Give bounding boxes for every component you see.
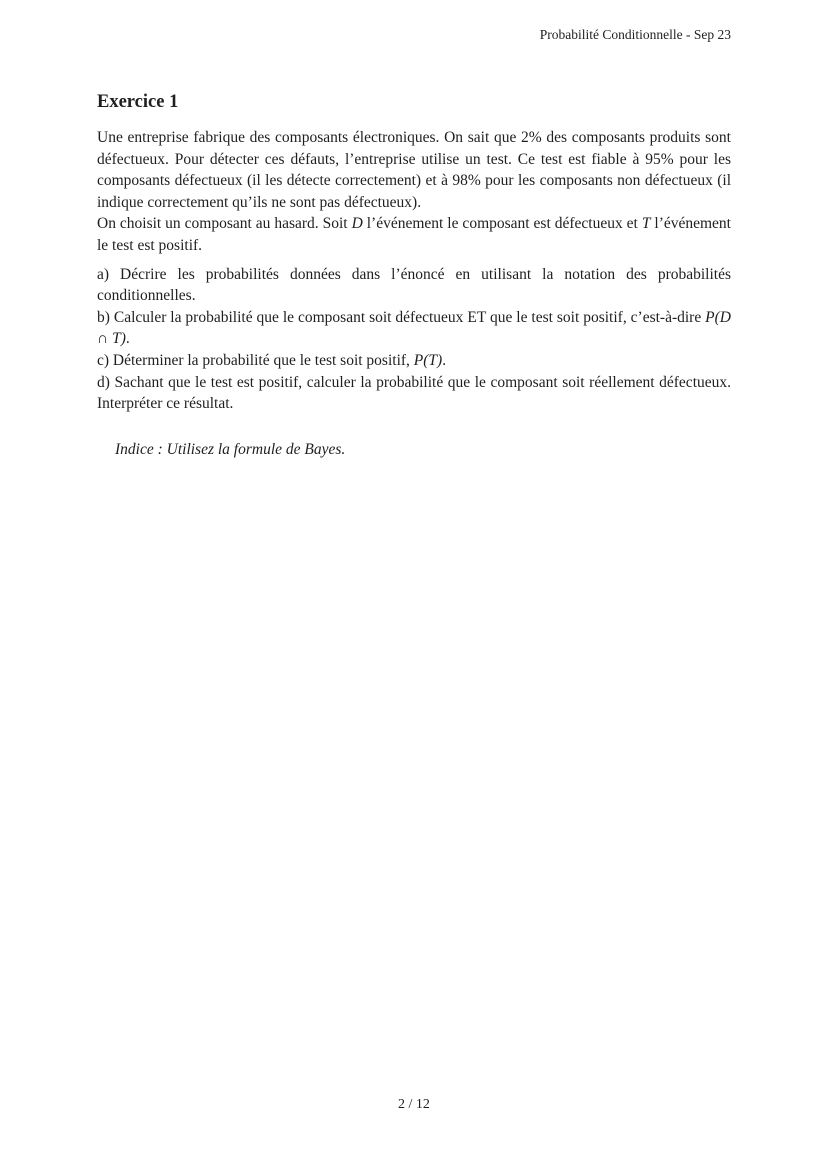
question-b bbox=[97, 307, 731, 350]
question-c-text: c) Déterminer la probabilité que le test soit positif, bbox=[97, 351, 414, 369]
question-d: d) Sachant que le test est positif, calculer la probabilité que le composant soit réellement défectueux. Interpréter ce résultat. bbox=[97, 373, 731, 413]
hint-text: Indice : Utilisez la formule de Bayes. bbox=[115, 440, 346, 458]
intro-paragraph-2-text: On choisit un composant au hasard. Soit bbox=[97, 215, 352, 233]
question-a: a) Décrire les probabilités données dans l’énoncé en utilisant la notation des probabilités conditionnelles. bbox=[97, 265, 731, 305]
math-P-T: P(T) bbox=[413, 351, 443, 369]
page-number: 2 / 12 bbox=[398, 1097, 430, 1112]
intro-paragraph-2-text: l’événement le test est positif. bbox=[97, 215, 731, 254]
math-symbol-T: T bbox=[641, 215, 651, 233]
intro-paragraph-2-text: l’événement le composant est défectueux et bbox=[362, 215, 642, 233]
question-c-text: . bbox=[442, 351, 447, 369]
exercise-title: Exercice 1 bbox=[97, 92, 179, 112]
page-footer bbox=[0, 1096, 828, 1114]
page-header bbox=[97, 26, 731, 43]
header-title: Probabilité Conditionnelle - Sep 23 bbox=[539, 27, 731, 42]
math-symbol-D: D bbox=[351, 215, 363, 233]
intro-paragraph-1: Une entreprise fabrique des composants électroniques. On sait que 2% des composants produits sont défectueux. Pour détecter ces défauts, l’entreprise utilise un test. Ce test est fiable à 95% pour les composants défectueux (il les détecte correctement) et à 98% pour les composants non défectueux (il indique correctement qu’ils ne sont pas défectueux). bbox=[97, 129, 731, 211]
question-b-text: . bbox=[125, 330, 130, 348]
question-c bbox=[97, 350, 731, 372]
questions-list bbox=[97, 264, 731, 415]
exercise-content bbox=[97, 92, 731, 460]
math-P-D-intersect-T: P(D ∩ T) bbox=[97, 308, 731, 348]
question-b-text: b) Calculer la probabilité que le composant soit défectueux ET que le test soit positif, c’est-à-dire bbox=[97, 308, 706, 326]
intro-paragraph-2 bbox=[97, 213, 731, 256]
